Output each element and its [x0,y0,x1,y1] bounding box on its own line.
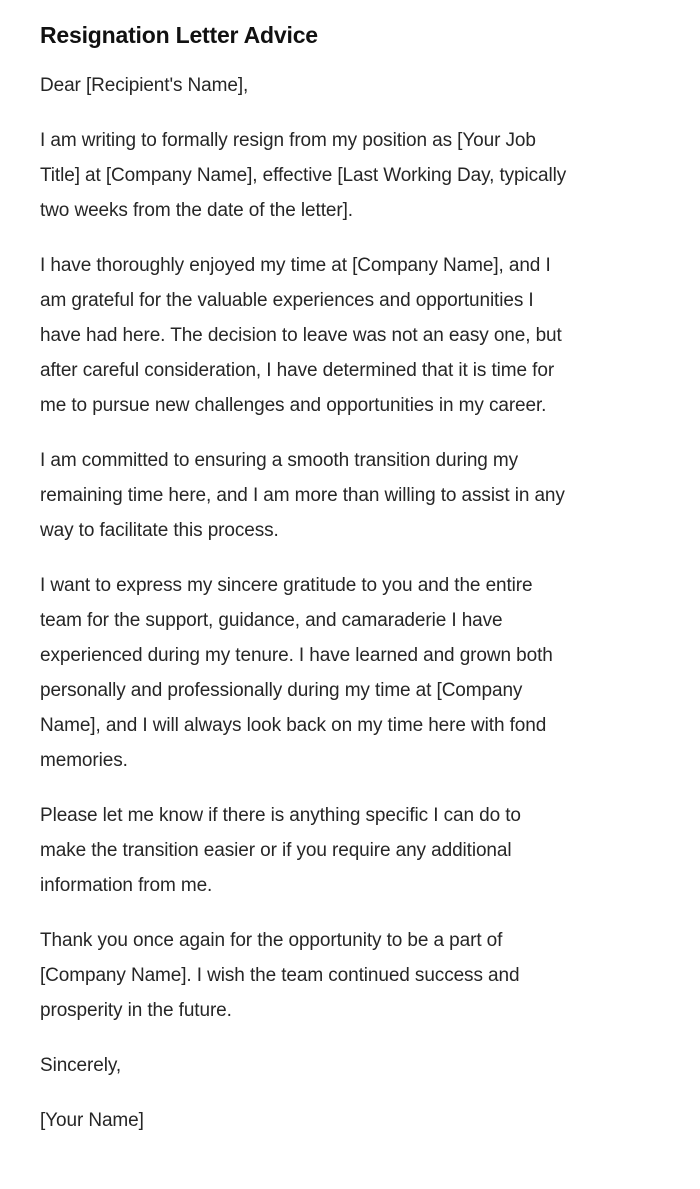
letter-paragraph [40,798,660,903]
letter-line: after careful consideration, I have determined that it is time for [40,360,555,381]
letter-line: I want to express my sincere gratitude to you and the entire [40,575,533,596]
letter-paragraph [40,568,660,778]
letter-line: I have thoroughly enjoyed my time at [Company Name], and I [40,255,551,276]
letter-line: memories. [40,750,128,771]
letter-line: Title] at [Company Name], effective [Last Working Day, typically [40,165,567,186]
letter-line: Thank you once again for the opportunity to be a part of [40,930,503,951]
letter-paragraph [40,1048,660,1083]
letter-line: information from me. [40,875,213,896]
letter-paragraph [40,248,660,423]
letter-line: [Company Name]. I wish the team continued success and [40,965,520,986]
letter-paragraph [40,443,660,548]
letter-paragraph [40,68,660,103]
letter-body [40,68,660,1138]
letter-paragraph [40,1103,660,1138]
letter-line: way to facilitate this process. [40,520,279,541]
letter-line: team for the support, guidance, and camaraderie I have [40,610,503,631]
letter-line: Dear [Recipient's Name], [40,75,249,96]
letter-line: Please let me know if there is anything specific I can do to [40,805,521,826]
letter-line: [Your Name] [40,1110,144,1131]
letter-line: am grateful for the valuable experiences and opportunities I [40,290,534,311]
letter-line: I am writing to formally resign from my position as [Your Job [40,130,536,151]
letter-paragraph [40,923,660,1028]
letter-line: make the transition easier or if you require any additional [40,840,512,861]
letter-line: me to pursue new challenges and opportunities in my career. [40,395,547,416]
letter-line: personally and professionally during my time at [Company [40,680,523,701]
letter-line: prosperity in the future. [40,1000,232,1021]
letter-paragraph [40,123,660,228]
letter-line: Name], and I will always look back on my time here with fond [40,715,547,736]
letter-line: I am committed to ensuring a smooth transition during my [40,450,519,471]
letter-line: experienced during my tenure. I have learned and grown both [40,645,553,666]
page-title: Resignation Letter Advice [40,22,318,48]
letter-line: Sincerely, [40,1055,122,1076]
letter-line: remaining time here, and I am more than willing to assist in any [40,485,565,506]
letter-line: two weeks from the date of the letter]. [40,200,353,221]
letter-line: have had here. The decision to leave was not an easy one, but [40,325,562,346]
